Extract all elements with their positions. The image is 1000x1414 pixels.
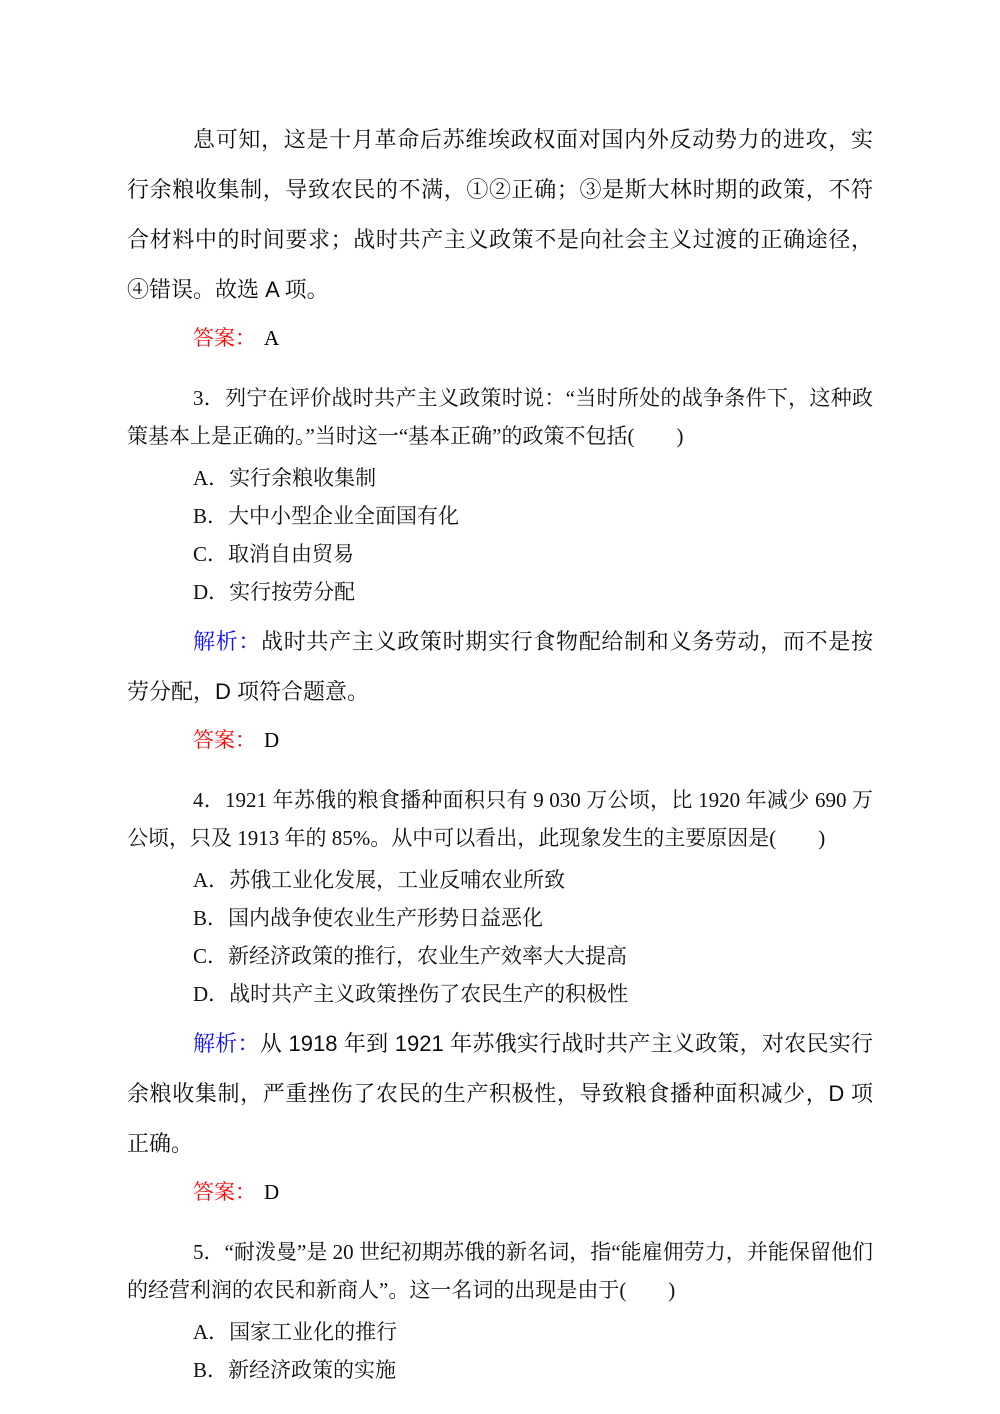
answer-label: 答案： — [193, 729, 256, 752]
question-4-options — [127, 861, 873, 1013]
question-5-option-b: B．新经济政策的实施 — [193, 1358, 397, 1382]
question-3-analysis — [127, 617, 873, 717]
question-5-stem: 5．“耐泼曼”是 20 世纪初期苏俄的新名词，指“能雇佣劳力，并能保留他们的经营利润的农民和新商人”。这一名词的出现是由于( ) — [127, 1240, 873, 1302]
question-4-option-d: D．战时共产主义政策挫伤了农民生产的积极性 — [193, 982, 629, 1006]
answer-value: D — [264, 728, 280, 752]
analysis-text: 从 1918 年到 1921 年苏俄实行战时共产主义政策，对农民实行余粮收集制，严重挫伤了农民的生产积极性，导致粮食播种面积减少，D 项正确。 — [127, 1031, 873, 1156]
question-4-option-a: A．苏俄工业化发展，工业反哺农业所致 — [193, 868, 566, 892]
prev-question-analysis-continuation: 息可知，这是十月革命后苏维埃政权面对国内外反动势力的进攻，实行余粮收集制，导致农民的不满，①②正确；③是斯大林时期的政策，不符合材料中的时间要求；战时共产主义政策不是向社会主义过渡的正确途径，④错误。故选 A 项。 — [127, 127, 873, 302]
answer-value: A — [264, 326, 280, 350]
question-4-stem: 4．1921 年苏俄的粮食播种面积只有 9 030 万公顷，比 1920 年减少 690 万公顷，只及 1913 年的 85%。从中可以看出，此现象发生的主要原因是( ) — [127, 788, 873, 850]
analysis-text: 战时共产主义政策时期实行食物配给制和义务劳动，而不是按劳分配，D 项符合题意。 — [127, 629, 873, 704]
question-3-answer-line — [127, 721, 873, 760]
analysis-label: 解析： — [193, 1031, 260, 1056]
question-3-stem: 3．列宁在评价战时共产主义政策时说：“当时所处的战争条件下，这种政策基本上是正确的。”当时这一“基本正确”的政策不包括( ) — [127, 386, 873, 448]
question-3-options — [127, 459, 873, 611]
question-3-option-b: B．大中小型企业全面国有化 — [193, 504, 460, 528]
prev-question-answer-line — [127, 319, 873, 358]
answer-label: 答案： — [193, 327, 256, 350]
question-3-option-c: C．取消自由贸易 — [193, 542, 355, 566]
question-3-option-d: D．实行按劳分配 — [193, 580, 356, 604]
analysis-label: 解析： — [193, 629, 262, 654]
question-4-analysis — [127, 1019, 873, 1169]
question-3-option-a: A．实行余粮收集制 — [193, 466, 377, 490]
question-5-options — [127, 1313, 873, 1389]
question-4-answer-line — [127, 1173, 873, 1212]
question-5-option-a: A．国家工业化的推行 — [193, 1320, 398, 1344]
answer-value: D — [264, 1180, 280, 1204]
question-4-option-c: C．新经济政策的推行，农业生产效率大大提高 — [193, 944, 628, 968]
answer-label: 答案： — [193, 1181, 256, 1204]
question-4-option-b: B．国内战争使农业生产形势日益恶化 — [193, 906, 544, 930]
